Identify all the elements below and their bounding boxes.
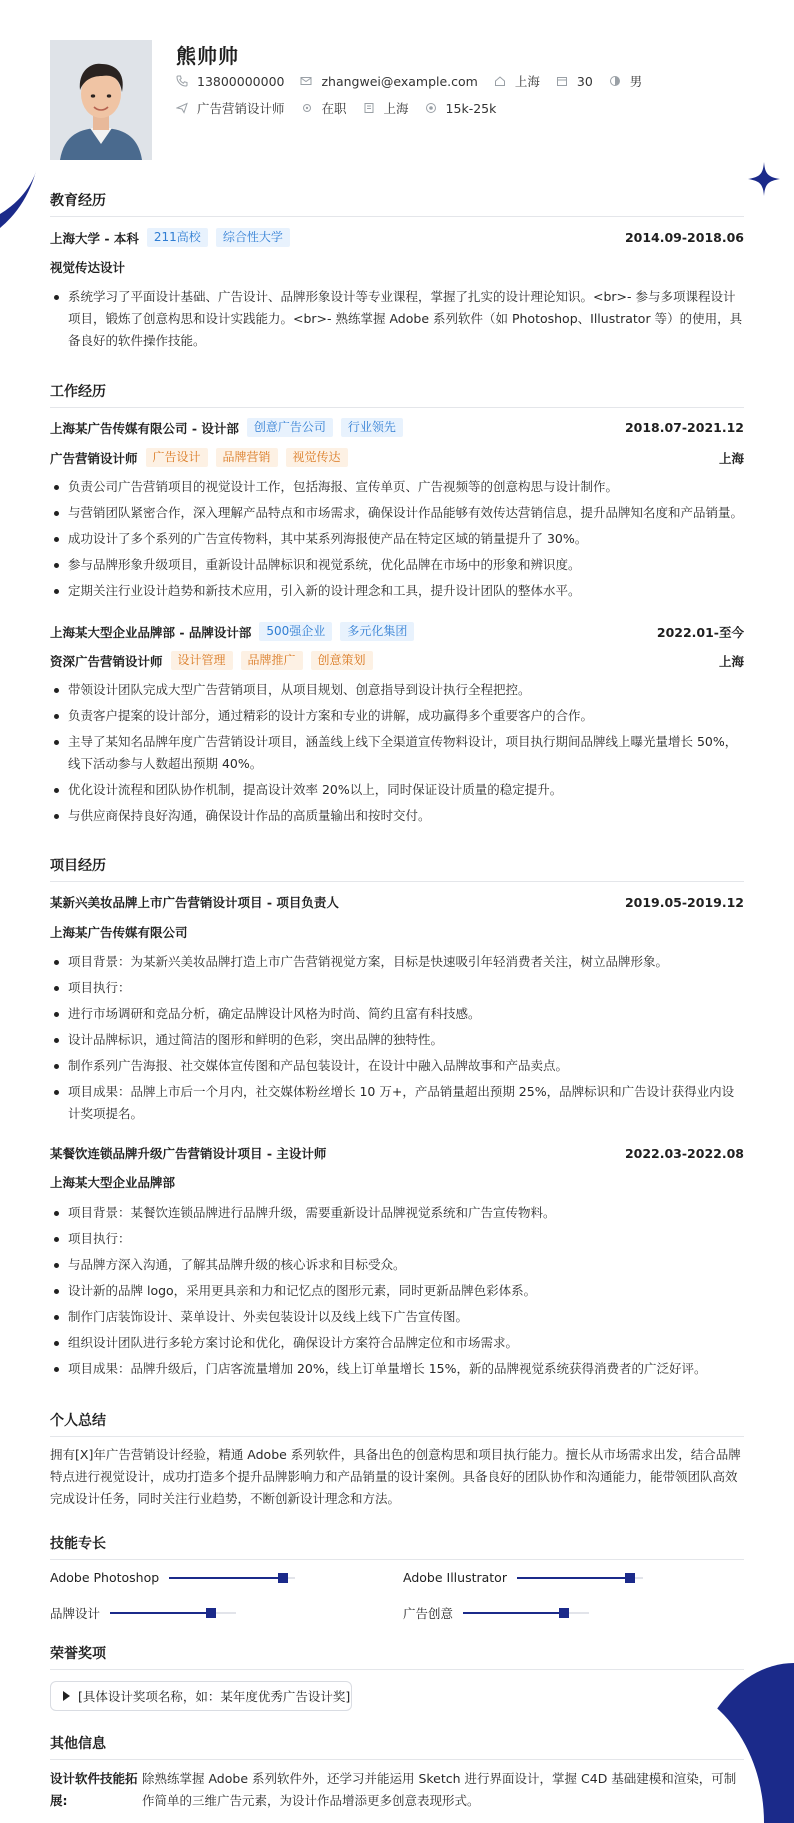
contact-row bbox=[176, 72, 658, 90]
work-city-text: 上海 bbox=[383, 101, 409, 116]
project-name: 某餐饮连锁品牌升级广告营销设计项目 - 主设计师 bbox=[50, 1146, 327, 1161]
education-section bbox=[50, 190, 744, 217]
school-tag: 211高校 bbox=[147, 228, 208, 247]
job-text: 广告营销设计师 bbox=[197, 101, 285, 116]
job-item bbox=[176, 99, 285, 117]
list-item: 参与品牌形象升级项目，重新设计品牌标识和视觉系统，优化品牌在市场中的形象和辨识度。 bbox=[50, 554, 744, 576]
award-disclosure[interactable] bbox=[50, 1681, 352, 1711]
section-title: 教育经历 bbox=[50, 190, 744, 217]
list-item: 项目执行： bbox=[50, 1228, 744, 1250]
list-item: 定期关注行业设计趋势和新技术应用，引入新的设计理念和工具，提升设计团队的整体水平。 bbox=[50, 580, 744, 602]
caret-right-icon bbox=[63, 1691, 70, 1701]
company-tag: 创意广告公司 bbox=[247, 418, 333, 437]
skill-tag: 创意策划 bbox=[311, 651, 373, 670]
city-text: 上海 bbox=[514, 74, 540, 89]
project-header bbox=[50, 1144, 744, 1162]
job-date: 2022.01-至今 bbox=[656, 624, 744, 640]
status-item bbox=[301, 99, 347, 117]
skill-knob bbox=[559, 1608, 569, 1618]
education-details bbox=[50, 286, 744, 356]
avatar-photo bbox=[50, 40, 152, 160]
education-date: 2014.09-2018.06 bbox=[624, 230, 744, 245]
project-date: 2022.03-2022.08 bbox=[624, 1145, 744, 1161]
section-title: 技能专长 bbox=[50, 1533, 744, 1560]
skill-name: Adobe Illustrator bbox=[403, 1570, 507, 1585]
summary-section bbox=[50, 1410, 744, 1437]
skill-bar bbox=[169, 1577, 295, 1579]
project-org-row bbox=[50, 1173, 744, 1191]
position-row bbox=[50, 651, 744, 670]
list-item: 成功设计了多个系列的广告宣传物料，其中某系列海报使产品在特定区域的销量提升了 30%。 bbox=[50, 528, 744, 550]
job-bullets bbox=[50, 476, 744, 606]
section-title: 个人总结 bbox=[50, 1410, 744, 1437]
city-item bbox=[494, 72, 540, 90]
company-tag: 500强企业 bbox=[259, 622, 332, 641]
list-item: 带领设计团队完成大型广告营销项目，从项目规划、创意指导到设计执行全程把控。 bbox=[50, 679, 744, 701]
project-header bbox=[50, 893, 744, 911]
position-row bbox=[50, 448, 744, 467]
work-city-item bbox=[363, 99, 409, 117]
profile-header bbox=[50, 0, 744, 168]
project-org-row bbox=[50, 923, 744, 941]
section-title: 荣誉奖项 bbox=[50, 1643, 744, 1670]
status-text: 在职 bbox=[321, 101, 347, 116]
phone-item bbox=[176, 74, 284, 89]
sparkle-star-icon bbox=[748, 162, 780, 196]
skill-tag: 视觉传达 bbox=[286, 448, 348, 467]
skill-bar bbox=[463, 1612, 589, 1614]
gender-item bbox=[609, 72, 643, 90]
list-item: 项目执行： bbox=[50, 977, 744, 999]
summary-text: 拥有[X]年广告营销设计经验，精通 Adobe 系列软件，具备出色的创意构思和项目执行能力。擅长从市场需求出发，结合品牌特点进行视觉设计，成功打造多个提升品牌影响力和产品销量的设计案例。具备良好的团队协作和沟通能力，能带领团队高效完成设计任务，同时关注行业趋势，不断创新设计理念和方法。 bbox=[50, 1447, 741, 1506]
email-text: zhangwei@example.com bbox=[321, 73, 478, 89]
job-header bbox=[50, 622, 744, 641]
education-header bbox=[50, 228, 744, 247]
skill-knob bbox=[206, 1608, 216, 1618]
list-item: 项目成果：品牌升级后，门店客流量增加 20%，线上订单量增长 15%，新的品牌视觉系统获得消费者的广泛好评。 bbox=[50, 1358, 744, 1380]
gear-icon bbox=[301, 102, 313, 114]
age-text: 30 bbox=[576, 73, 593, 89]
skill-tag: 品牌营销 bbox=[216, 448, 278, 467]
project-bullets bbox=[50, 951, 744, 1129]
skill-bar bbox=[110, 1612, 236, 1614]
skill-fill bbox=[463, 1612, 564, 1614]
company-tag: 行业领先 bbox=[341, 418, 403, 437]
other-label: 设计软件技能拓展: bbox=[50, 1771, 138, 1808]
skill-fill bbox=[169, 1577, 282, 1579]
skill-fill bbox=[517, 1577, 630, 1579]
email-icon bbox=[300, 75, 312, 87]
skill-bar bbox=[517, 1577, 643, 1579]
skill-name: 广告创意 bbox=[403, 1606, 454, 1621]
age-item bbox=[556, 74, 593, 89]
company-name: 上海某广告传媒有限公司 - 设计部 bbox=[50, 420, 239, 436]
other-info-row bbox=[50, 1768, 744, 1812]
resume-page bbox=[50, 0, 744, 1808]
skill-tag: 设计管理 bbox=[171, 651, 233, 670]
skill-fill bbox=[110, 1612, 211, 1614]
school-tag: 综合性大学 bbox=[216, 228, 290, 247]
list-item: 制作系列广告海报、社交媒体宣传图和产品包装设计，在设计中融入品牌故事和产品卖点。 bbox=[50, 1055, 744, 1077]
list-item: 主导了某知名品牌年度广告营销设计项目，涵盖线上线下全渠道宣传物料设计，项目执行期间品牌线上曝光量增长 50%，线下活动参与人数超出预期 40%。 bbox=[50, 731, 744, 775]
section-title: 其他信息 bbox=[50, 1733, 744, 1760]
job-row bbox=[176, 99, 512, 117]
job-bullets bbox=[50, 679, 744, 831]
other-text: 除熟练掌握 Adobe 系列软件外，还学习并能运用 Sketch 进行界面设计，掌握 C4D 基础建模和渲染，可制作简单的三维广告元素，为设计作品增添更多创意表现形式。 bbox=[142, 1771, 737, 1808]
skill-name: 品牌设计 bbox=[50, 1606, 101, 1621]
list-item: 优化设计流程和团队协作机制，提高设计效率 20%以上，同时保证设计质量的稳定提升。 bbox=[50, 779, 744, 801]
list-item: 与供应商保持良好沟通，确保设计作品的高质量输出和按时交付。 bbox=[50, 805, 744, 827]
award-text: [具体设计奖项名称，如：某年度优秀广告设计奖] bbox=[78, 1689, 351, 1704]
major-row bbox=[50, 258, 744, 276]
calendar-icon bbox=[556, 75, 568, 87]
job-date: 2018.07-2021.12 bbox=[624, 420, 744, 435]
coin-icon bbox=[425, 102, 437, 114]
project-name: 某新兴美妆品牌上市广告营销设计项目 - 项目负责人 bbox=[50, 895, 339, 910]
avatar-illustration bbox=[50, 40, 152, 160]
other-section bbox=[50, 1733, 744, 1760]
position-name: 资深广告营销设计师 bbox=[50, 653, 163, 669]
skills-section bbox=[50, 1533, 744, 1560]
work-section bbox=[50, 381, 744, 408]
building-icon bbox=[363, 102, 375, 114]
company-name: 上海某大型企业品牌部 - 品牌设计部 bbox=[50, 624, 252, 640]
email-item bbox=[300, 74, 477, 89]
candidate-name: 熊帅帅 bbox=[176, 44, 239, 68]
list-item: 设计新的品牌 logo，采用更具亲和力和记忆点的图形元素，同时更新品牌色彩体系。 bbox=[50, 1280, 744, 1302]
send-icon bbox=[176, 102, 188, 114]
list-item: 负责客户提案的设计部分，通过精彩的设计方案和专业的讲解，成功赢得多个重要客户的合作。 bbox=[50, 705, 744, 727]
school-name: 上海大学 - 本科 bbox=[50, 230, 139, 246]
position-name: 广告营销设计师 bbox=[50, 450, 138, 466]
skill-name: Adobe Photoshop bbox=[50, 1570, 160, 1585]
list-item: 进行市场调研和竞品分析，确定品牌设计风格为时尚、简约且富有科技感。 bbox=[50, 1003, 744, 1025]
skill-item bbox=[403, 1570, 643, 1585]
project-date: 2019.05-2019.12 bbox=[624, 894, 744, 910]
phone-icon bbox=[176, 75, 188, 87]
skill-item bbox=[50, 1570, 295, 1585]
salary-item bbox=[425, 101, 497, 116]
gender-text: 男 bbox=[629, 74, 643, 89]
project-org: 上海某广告传媒有限公司 bbox=[50, 925, 188, 940]
skill-knob bbox=[625, 1573, 635, 1583]
list-item: 项目背景：为某新兴美妆品牌打造上市广告营销视觉方案，目标是快速吸引年轻消费者关注，树立品牌形象。 bbox=[50, 951, 744, 973]
section-title: 项目经历 bbox=[50, 855, 744, 882]
skill-item bbox=[403, 1604, 589, 1622]
list-item: 组织设计团队进行多轮方案讨论和优化，确保设计方案符合品牌定位和市场需求。 bbox=[50, 1332, 744, 1354]
home-icon bbox=[494, 75, 506, 87]
project-bullets bbox=[50, 1202, 744, 1384]
list-item: 与品牌方深入沟通，了解其品牌升级的核心诉求和目标受众。 bbox=[50, 1254, 744, 1276]
job-location: 上海 bbox=[718, 450, 744, 466]
awards-section bbox=[50, 1643, 744, 1670]
skill-tag: 品牌推广 bbox=[241, 651, 303, 670]
list-item: 项目成果：品牌上市后一个月内，社交媒体粉丝增长 10 万+，产品销量超出预期 25%，品牌标识和广告设计获得业内设计奖项提名。 bbox=[50, 1081, 744, 1125]
skill-item bbox=[50, 1604, 236, 1622]
projects-section bbox=[50, 855, 744, 882]
job-header bbox=[50, 418, 744, 437]
company-tag: 多元化集团 bbox=[340, 622, 414, 641]
list-item: 制作门店装饰设计、菜单设计、外卖包装设计以及线上线下广告宣传图。 bbox=[50, 1306, 744, 1328]
salary-text: 15k-25k bbox=[445, 100, 497, 116]
list-item: 负责公司广告营销项目的视觉设计工作，包括海报、宣传单页、广告视频等的创意构思与设计制作。 bbox=[50, 476, 744, 498]
list-item: 设计品牌标识，通过简洁的图形和鲜明的色彩，突出品牌的独特性。 bbox=[50, 1029, 744, 1051]
gender-icon bbox=[609, 75, 621, 87]
project-org: 上海某大型企业品牌部 bbox=[50, 1175, 176, 1190]
list-item: 项目背景：某餐饮连锁品牌进行品牌升级，需要重新设计品牌视觉系统和广告宣传物料。 bbox=[50, 1202, 744, 1224]
section-title: 工作经历 bbox=[50, 381, 744, 408]
skill-knob bbox=[278, 1573, 288, 1583]
list-item: 与营销团队紧密合作，深入理解产品特点和市场需求，确保设计作品能够有效传达营销信息，提升品牌知名度和产品销量。 bbox=[50, 502, 744, 524]
list-item: 系统学习了平面设计基础、广告设计、品牌形象设计等专业课程，掌握了扎实的设计理论知识。<br>- 参与多项课程设计项目，锻炼了创意构思和设计实践能力。<br>- 熟练掌握 Adobe 系列软件（如 Photoshop、Illustrator 等）的使用，具备良好的软件操作技能。 bbox=[50, 286, 744, 352]
phone-text: 13800000000 bbox=[197, 73, 285, 89]
major-name: 视觉传达设计 bbox=[50, 260, 126, 275]
skill-tag: 广告设计 bbox=[146, 448, 208, 467]
job-location: 上海 bbox=[718, 653, 744, 669]
